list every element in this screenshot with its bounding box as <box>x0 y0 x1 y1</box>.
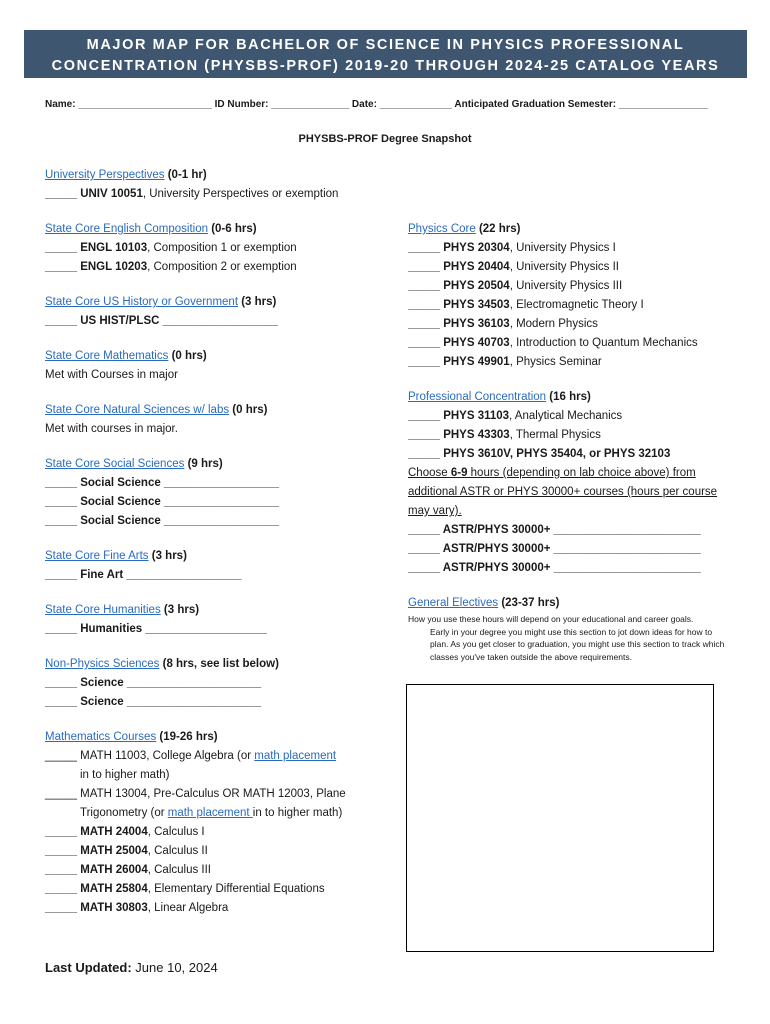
state-core-math-link[interactable]: State Core Mathematics <box>45 350 169 362</box>
course-line: _____ MATH 25004, Calculus II <box>45 845 208 857</box>
university-perspectives-section <box>45 166 375 204</box>
english-section: State Core English Composition (0-6 hrs) _____ ENGL 10103, Composition 1 or exemption _____ ENGL 10203, Composition 2 or exemption <box>45 220 375 277</box>
university-perspectives-link[interactable]: University Perspectives <box>45 169 165 181</box>
course-line: _____ Fine Art __________________ <box>45 569 242 581</box>
title-banner <box>24 30 747 78</box>
section-note: Met with Courses in major <box>45 369 178 381</box>
physics-core-link[interactable]: Physics Core <box>408 223 476 235</box>
math-core-section: State Core Mathematics (0 hrs) Met with Courses in major <box>45 347 375 385</box>
course-line: _____ Social Science __________________ <box>45 496 280 508</box>
title-line-2: CONCENTRATION (PHYSBS-PROF) 2019-20 THROUGH 2024-25 CATALOG YEARS <box>51 58 720 74</box>
general-electives-link[interactable]: General Electives <box>408 597 499 609</box>
last-updated: Last Updated: June 10, 2024 <box>45 960 218 975</box>
social-sciences-link[interactable]: State Core Social Sciences <box>45 458 185 470</box>
humanities-link[interactable]: State Core Humanities <box>45 604 161 616</box>
course-line: _____ MATH 13004, Pre-Calculus OR MATH 12003, Plane <box>45 788 346 800</box>
math-placement-link[interactable]: math placement <box>167 807 253 819</box>
professional-concentration-section: Professional Concentration (16 hrs) _____ PHYS 31103, Analytical Mechanics _____ PHYS 43303, Thermal Physics _____ PHYS 3610V, PHYS 35404, or PHYS 32103 Choose 6-9 hours (depending on lab choice above) from additional ASTR or PHYS 30000+ courses (hours per course may vary). _____ ASTR/PHYS 30000+ _______________________ _____ ASTR/PHYS 30000+ _______________________ _____ ASTR/PHYS 30000+ _______________________ <box>408 388 728 578</box>
fine-arts-section: State Core Fine Arts (3 hrs) _____ Fine Art __________________ <box>45 547 375 585</box>
fine-arts-link[interactable]: State Core Fine Arts <box>45 550 149 562</box>
mathematics-courses-link[interactable]: Mathematics Courses <box>45 731 157 743</box>
course-line: _____ PHYS 3610V, PHYS 35404, or PHYS 32103 <box>408 448 671 460</box>
course-line: _____ PHYS 40703, Introduction to Quantum Mechanics <box>408 337 698 349</box>
section-note: Met with courses in major. <box>45 423 178 435</box>
electives-note: How you use these hours will depend on your educational and career goals. Early in your degree you might use this section to jot down ideas for how to plan. As you get closer to graduation, you might use this section to track which classes you've taken outside the above requirements. <box>408 614 725 662</box>
course-line: _____ Humanities ___________________ <box>45 623 267 635</box>
course-line: _____ PHYS 31103, Analytical Mechanics <box>408 410 623 422</box>
snapshot-heading: PHYSBS-PROF Degree Snapshot <box>298 133 472 145</box>
choose-hours-note: Choose 6-9 hours (depending on lab choice above) from additional ASTR or PHYS 30000+ courses (hours per course may vary). <box>408 467 718 517</box>
math-placement-link[interactable]: math placement <box>254 750 337 762</box>
course-line-continued: Trigonometry (or math placement in to higher math) <box>80 807 343 819</box>
humanities-section: State Core Humanities (3 hrs) _____ Humanities ___________________ <box>45 601 375 639</box>
student-info-line: Name: ________________________ ID Number: ______________ Date: _____________ Anticipated Graduation Semester: ________________ <box>45 99 708 110</box>
course-line: _____ MATH 30803, Linear Algebra <box>45 902 229 914</box>
social-sciences-section: State Core Social Sciences (9 hrs) _____ Social Science __________________ _____ Social Science __________________ _____ Social Science __________________ <box>45 455 375 531</box>
course-line: _____ PHYS 20504, University Physics III <box>408 280 623 292</box>
electives-notes-box[interactable] <box>406 684 714 952</box>
natural-sciences-link[interactable]: State Core Natural Sciences w/ labs <box>45 404 230 416</box>
title-line-1: MAJOR MAP FOR BACHELOR OF SCIENCE IN PHYSICS PROFESSIONAL <box>86 37 685 53</box>
course-line: _____ ASTR/PHYS 30000+ _______________________ <box>408 543 701 555</box>
history-section: State Core US History or Government (3 hrs) _____ US HIST/PLSC __________________ <box>45 293 375 331</box>
course-line: _____ MATH 24004, Calculus I <box>45 826 205 838</box>
course-line: _____ Science _____________________ <box>45 696 262 708</box>
physics-core-section: Physics Core (22 hrs) _____ PHYS 20304, University Physics I _____ PHYS 20404, University Physics II _____ PHYS 20504, University Physics III _____ PHYS 34503, Electromagnetic Theory I _____ PHYS 36103, Modern Physics _____ PHYS 40703, Introduction to Quantum Mechanics _____ PHYS 49901, Physics Seminar <box>408 220 728 372</box>
course-line: _____ ASTR/PHYS 30000+ _______________________ <box>408 562 701 574</box>
natural-sciences-section: State Core Natural Sciences w/ labs (0 hrs) Met with courses in major. <box>45 401 375 439</box>
us-history-link[interactable]: State Core US History or Government <box>45 296 239 308</box>
left-column <box>45 166 375 918</box>
course-line: _____ MATH 11003, College Algebra (or math placement <box>45 750 337 762</box>
right-column <box>408 220 728 663</box>
professional-concentration-link[interactable]: Professional Concentration <box>408 391 547 403</box>
course-line: _____ Social Science __________________ <box>45 477 280 489</box>
course-line: _____ UNIV 10051, University Perspectives or exemption <box>45 188 339 200</box>
course-line: _____ MATH 25804, Elementary Differential Equations <box>45 883 325 895</box>
course-line: _____ ASTR/PHYS 30000+ _______________________ <box>408 524 701 536</box>
course-line: _____ PHYS 20404, University Physics II <box>408 261 619 273</box>
course-line: _____ ENGL 10103, Composition 1 or exemption <box>45 242 297 254</box>
course-line: _____ PHYS 34503, Electromagnetic Theory I <box>408 299 644 311</box>
course-line: _____ PHYS 36103, Modern Physics <box>408 318 598 330</box>
course-line: _____ MATH 26004, Calculus III <box>45 864 212 876</box>
course-line: _____ ENGL 10203, Composition 2 or exemption <box>45 261 297 273</box>
course-line: _____ PHYS 43303, Thermal Physics <box>408 429 601 441</box>
course-line: _____ Social Science __________________ <box>45 515 280 527</box>
course-line: _____ PHYS 20304, University Physics I <box>408 242 616 254</box>
non-physics-sciences-link[interactable]: Non-Physics Sciences <box>45 658 160 670</box>
general-electives-section: General Electives (23-37 hrs) How you use these hours will depend on your educational and career goals. Early in your degree you might use this section to jot down ideas for how to plan. As you get closer to graduation, you might use this section to track which classes you've taken outside the above requirements. <box>408 594 728 663</box>
section-hours: (0-1 hr) <box>167 169 207 181</box>
course-line: _____ Science _____________________ <box>45 677 262 689</box>
course-line: _____ PHYS 49901, Physics Seminar <box>408 356 602 368</box>
course-line: _____ US HIST/PLSC __________________ <box>45 315 278 327</box>
english-composition-link[interactable]: State Core English Composition <box>45 223 208 235</box>
non-physics-sciences-section: Non-Physics Sciences (8 hrs, see list below) _____ Science _____________________ _____ Science _____________________ <box>45 655 375 712</box>
mathematics-courses-section: Mathematics Courses (19-26 hrs) _____ MATH 11003, College Algebra (or math placement in to higher math) _____ MATH 13004, Pre-Calculus OR MATH 12003, Plane Trigonometry (or math placement in to higher math) _____ MATH 24004, Calculus I _____ MATH 25004, Calculus II _____ MATH 26004, Calculus III _____ MATH 25804, Elementary Differential Equations _____ MATH 30803, Linear Algebra <box>45 728 375 918</box>
course-line-continued: in to higher math) <box>80 769 170 781</box>
